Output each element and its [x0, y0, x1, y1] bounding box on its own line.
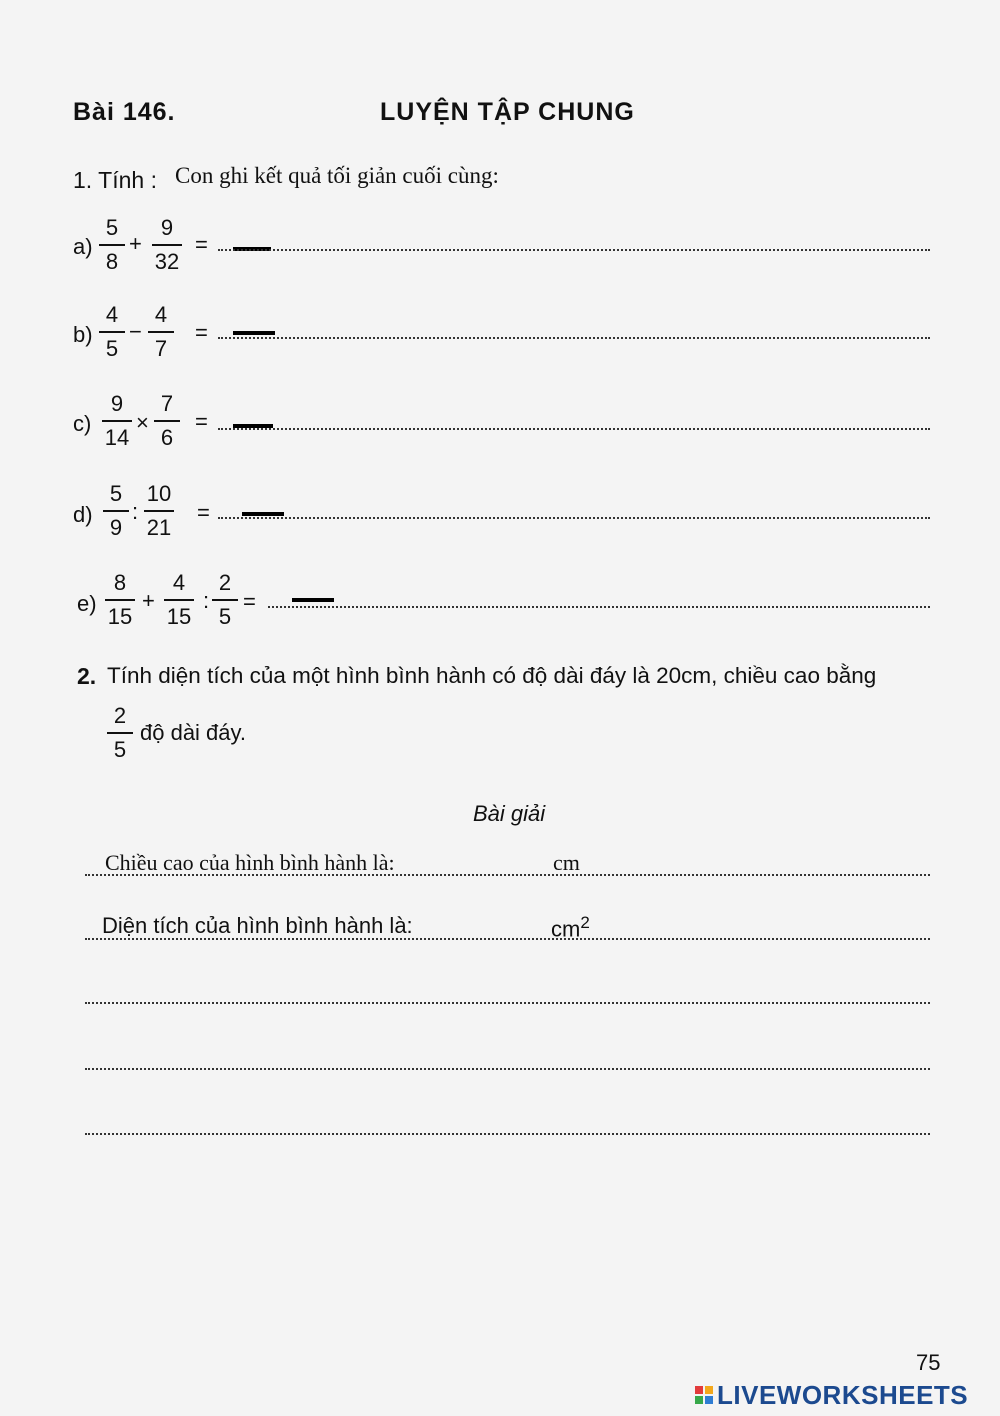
item-label: d)	[73, 502, 93, 527]
answer-line[interactable]	[268, 606, 930, 608]
operator: :	[132, 499, 139, 524]
solution-heading: Bài giải	[473, 801, 546, 826]
solution-line[interactable]	[85, 1002, 930, 1004]
fraction: 7 6	[152, 391, 182, 451]
fraction: 5 8	[97, 215, 127, 275]
answer-line[interactable]	[218, 337, 930, 339]
logo-icon	[695, 1386, 713, 1404]
fraction: 2 5	[105, 703, 135, 763]
item-label: c)	[73, 411, 92, 436]
fraction: 4 15	[162, 570, 196, 630]
operator: −	[129, 319, 142, 344]
item-label: a)	[73, 234, 93, 259]
q2-text: Tính diện tích của một hình bình hành có độ dài đáy là 20cm, chiều cao bằng	[107, 663, 877, 688]
q1-instruction: Con ghi kết quả tối giản cuối cùng:	[175, 163, 499, 188]
operator: +	[142, 588, 155, 613]
equals-sign: =	[243, 589, 256, 614]
fraction: 4 7	[146, 302, 176, 362]
fraction: 8 15	[103, 570, 137, 630]
equals-sign: =	[195, 320, 208, 345]
answer-blank[interactable]	[242, 512, 284, 516]
page-number: 75	[916, 1350, 941, 1375]
solution-line-1-unit: cm	[553, 850, 580, 875]
answer-line[interactable]	[218, 517, 930, 519]
page-title: LUYỆN TẬP CHUNG	[380, 98, 635, 126]
fraction: 9 14	[100, 391, 134, 451]
fraction: 4 5	[97, 302, 127, 362]
fraction: 2 5	[210, 570, 240, 630]
item-label: b)	[73, 322, 93, 347]
operator: +	[129, 231, 142, 256]
solution-line-2-text: Diện tích của hình bình hành là:	[102, 913, 413, 938]
answer-blank[interactable]	[292, 598, 334, 602]
equals-sign: =	[195, 409, 208, 434]
q2-label: 2.	[77, 663, 97, 689]
brand-name: LIVEWORKSHEETS	[717, 1379, 969, 1410]
item-label: e)	[77, 591, 97, 616]
lesson-number: Bài 146.	[73, 98, 176, 126]
solution-line[interactable]	[85, 1068, 930, 1070]
equals-sign: =	[197, 500, 210, 525]
fraction: 5 9	[101, 481, 131, 541]
operator: ×	[136, 410, 149, 435]
fraction: 9 32	[150, 215, 184, 275]
liveworksheets-logo	[695, 1380, 968, 1410]
solution-line[interactable]	[85, 1133, 930, 1135]
solution-line-1-text: Chiều cao của hình bình hành là:	[105, 850, 395, 875]
equals-sign: =	[195, 232, 208, 257]
q1-label: 1. Tính :	[73, 167, 157, 193]
q2-text-end: độ dài đáy.	[140, 720, 247, 745]
answer-blank[interactable]	[233, 331, 275, 335]
answer-line[interactable]	[218, 249, 930, 251]
operator: :	[203, 588, 210, 613]
answer-line[interactable]	[218, 428, 930, 430]
fraction: 10 21	[142, 481, 176, 541]
solution-line-2-unit: $cm^2$	[551, 913, 590, 942]
